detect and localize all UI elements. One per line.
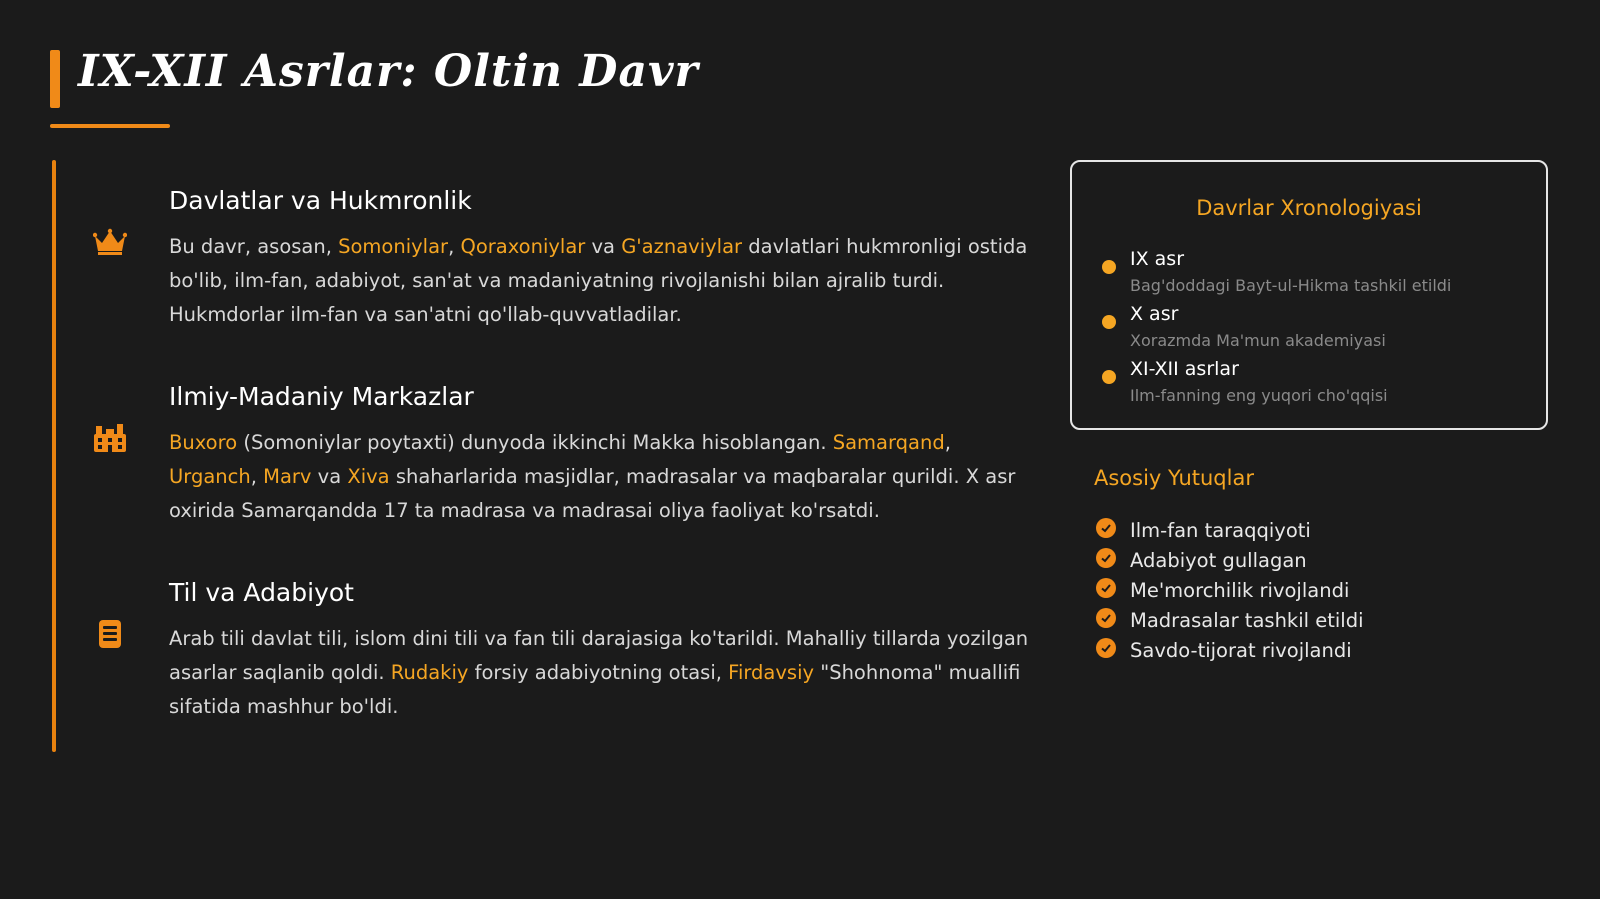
body-text: ,	[944, 431, 951, 454]
scroll-icon	[90, 614, 130, 654]
check-circle-icon	[1096, 638, 1116, 658]
crown-icon	[90, 222, 130, 262]
section-body	[169, 230, 1029, 332]
highlighted-term: Rudakiy	[390, 661, 469, 684]
achievement-item	[1096, 606, 1456, 636]
achievement-label: Me'morchilik rivojlandi	[1130, 579, 1350, 602]
city-buildings-icon	[90, 418, 130, 458]
body-text: va	[311, 465, 348, 488]
body-text: ,	[448, 235, 461, 258]
achievement-item	[1096, 576, 1456, 606]
highlighted-term: G'aznaviylar	[621, 235, 743, 258]
page-title: IX-XII Asrlar: Oltin Davr	[78, 46, 699, 97]
highlighted-term: Samarqand	[832, 431, 945, 454]
timeline-item-period: IX asr	[1130, 248, 1185, 270]
title-accent-bar	[50, 50, 60, 108]
body-text: davlatlari hukmronligi ostida bo'lib, ilm-fan, adabiyot, san'at va madaniyatning rivojlanishi bilan ajralib turdi. Hukmdorlar ilm-fan va san'atni qo'llab-quvvatladilar.	[169, 235, 1028, 326]
timeline-dot-icon	[1102, 370, 1116, 384]
body-text: (Somoniylar poytaxti) dunyoda ikkinchi Makka hisoblangan.	[237, 431, 833, 454]
highlighted-term: Marv	[263, 465, 312, 488]
timeline-dot-icon	[1102, 315, 1116, 329]
check-circle-icon	[1096, 578, 1116, 598]
timeline-item-description: Bag'doddagi Bayt-ul-Hikma tashkil etildi	[1130, 276, 1452, 295]
timeline-dot-icon	[1102, 260, 1116, 274]
highlighted-term: Somoniylar	[338, 235, 449, 258]
body-text: Arab tili davlat tili, islom dini tili va fan tili darajasiga ko'tarildi. Mahalliy tillarda yozilgan asarlar saqlanib qoldi.	[169, 627, 1029, 684]
achievement-label: Savdo-tijorat rivojlandi	[1130, 639, 1352, 662]
title-underline	[50, 124, 170, 128]
section-body	[169, 622, 1029, 724]
timeline-item-period: X asr	[1130, 303, 1179, 325]
highlighted-term: Buxoro	[169, 431, 238, 454]
body-text: "Shohnoma" muallifi sifatida mashhur bo'ldi.	[169, 661, 1021, 718]
timeline-item-description: Ilm-fanning eng yuqori cho'qqisi	[1130, 386, 1388, 405]
body-text: ,	[250, 465, 264, 488]
achievements-list	[1096, 516, 1456, 666]
section-heading: Davlatlar va Hukmronlik	[169, 186, 472, 215]
check-circle-icon	[1096, 518, 1116, 538]
section-heading: Til va Adabiyot	[169, 578, 354, 607]
section-body	[169, 426, 1029, 528]
sections-accent-line	[52, 160, 56, 752]
achievement-item	[1096, 546, 1456, 576]
timeline-title: Davrlar Xronologiyasi	[1196, 196, 1422, 220]
achievement-label: Ilm-fan taraqqiyoti	[1130, 519, 1311, 542]
check-circle-icon	[1096, 608, 1116, 628]
check-circle-icon	[1096, 548, 1116, 568]
timeline-item-period: XI-XII asrlar	[1130, 358, 1239, 380]
achievement-item	[1096, 516, 1456, 546]
highlighted-term: Xiva	[347, 465, 390, 488]
timeline-item-description: Xorazmda Ma'mun akademiyasi	[1130, 331, 1386, 350]
body-text: va	[585, 235, 622, 258]
highlighted-term: Urganch	[169, 465, 251, 488]
body-text: Bu davr, asosan,	[169, 235, 339, 258]
timeline-card	[1070, 160, 1548, 430]
highlighted-term: Qoraxoniylar	[460, 235, 586, 258]
body-text: shaharlarida masjidlar, madrasalar va maqbaralar qurildi. X asr oxirida Samarqandda 17 ta madrasa va madrasai oliya faoliyat ko'rsatdi.	[169, 465, 1016, 522]
achievements-title: Asosiy Yutuqlar	[1094, 466, 1254, 490]
achievement-item	[1096, 636, 1456, 666]
body-text: forsiy adabiyotning otasi,	[468, 661, 729, 684]
achievement-label: Adabiyot gullagan	[1130, 549, 1307, 572]
highlighted-term: Firdavsiy	[728, 661, 815, 684]
achievement-label: Madrasalar tashkil etildi	[1130, 609, 1364, 632]
section-heading: Ilmiy-Madaniy Markazlar	[169, 382, 474, 411]
